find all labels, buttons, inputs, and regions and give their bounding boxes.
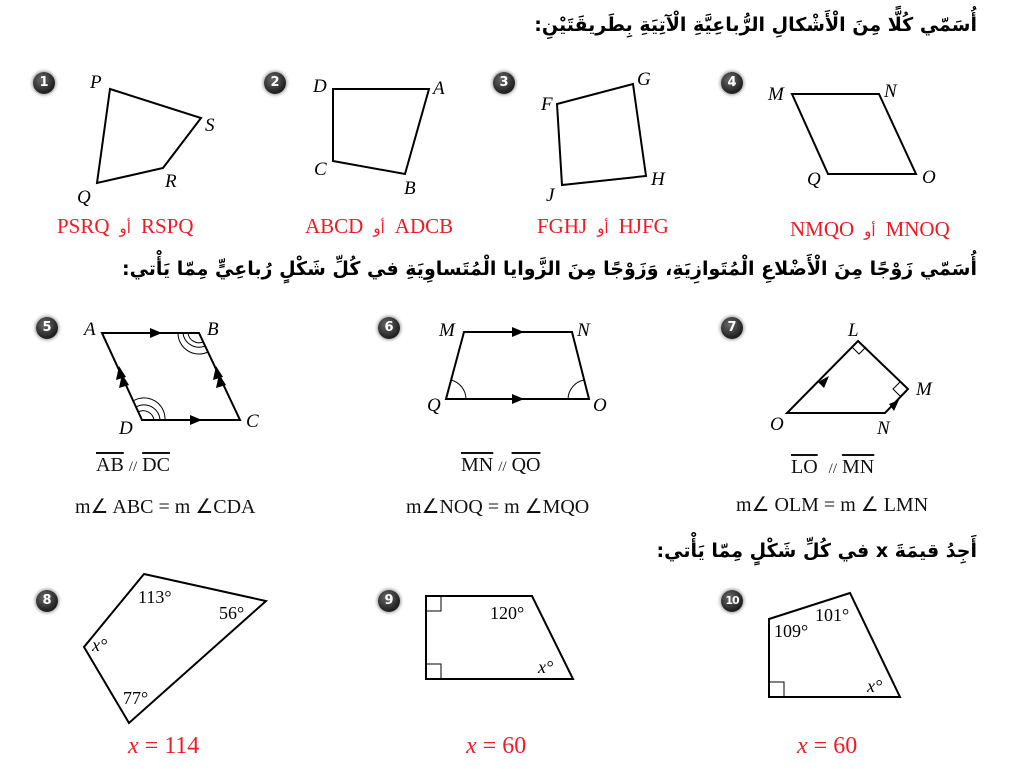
angle-label-x: x° bbox=[538, 657, 554, 677]
answer-value: = 60 bbox=[807, 733, 858, 759]
answer-3a: FGHJ bbox=[537, 214, 588, 238]
answer-1a: PSRQ bbox=[57, 214, 110, 238]
segment-mn: $\overline{MN}$ bbox=[461, 454, 494, 476]
vertex-label-n: N bbox=[877, 418, 890, 439]
answer-variable: x bbox=[128, 733, 139, 759]
angle-label-x: x° bbox=[92, 635, 108, 655]
angle-label-113: 113° bbox=[138, 587, 172, 607]
segment-lo: $\overline{LO}$ bbox=[791, 456, 818, 478]
answer-4b: MNOQ bbox=[885, 217, 950, 241]
vertex-label-n: N bbox=[884, 81, 897, 102]
problem-number-9: 9 bbox=[378, 590, 400, 612]
answer-variable: x bbox=[797, 733, 808, 759]
vertex-label-g: G bbox=[637, 69, 651, 90]
angle-label-120: 120° bbox=[490, 603, 525, 623]
angle-statement-6: m∠NOQ = m ∠MQO bbox=[406, 496, 590, 518]
vertex-label-b: B bbox=[207, 319, 219, 340]
problem-number-7: 7 bbox=[721, 317, 743, 339]
angle-label-101: 101° bbox=[815, 605, 850, 625]
angle-label-77: 77° bbox=[123, 688, 149, 708]
problem-number-4: 4 bbox=[721, 72, 743, 94]
vertex-label-d: D bbox=[313, 76, 327, 97]
vertex-label-m: M bbox=[439, 320, 455, 341]
vertex-label-q: Q bbox=[77, 187, 91, 208]
heading-find-x: أَجِدُ قيمَةَ x في كُلِّ شَكْلٍ مِمّا يَأْتي: bbox=[656, 540, 977, 562]
vertex-label-q: Q bbox=[427, 395, 441, 416]
heading-parallel-equal: أُسَمّي زَوْجًا مِنَ الْأَضْلاعِ الْمُتَوازِيَةِ، وَزَوْجًا مِنَ الزَّوايا الْمُتَساوِيَةِ في كُلِّ شَكْلٍ رُباعِيٍّ مِمّا يَأْتي: bbox=[121, 258, 977, 280]
problem-number-2: 2 bbox=[264, 72, 286, 94]
vertex-label-b: B bbox=[404, 178, 416, 199]
parallel-symbol: // bbox=[828, 461, 838, 477]
segment-qo: $\overline{QO}$ bbox=[511, 454, 541, 476]
answer-1b: RSPQ bbox=[140, 214, 194, 238]
answer-value: = 60 bbox=[476, 733, 527, 759]
segment-mn: $\overline{MN}$ bbox=[842, 456, 875, 478]
vertex-label-m: M bbox=[916, 379, 932, 400]
angle-label-109: 109° bbox=[774, 621, 809, 641]
vertex-label-a: A bbox=[433, 78, 445, 99]
angle-label-56: 56° bbox=[219, 603, 245, 623]
segment-ab: $\overline{AB}$ bbox=[96, 454, 124, 476]
or-word: أو bbox=[373, 219, 385, 237]
vertex-label-s: S bbox=[205, 115, 215, 136]
vertex-label-o: O bbox=[593, 395, 607, 416]
problem-number-3: 3 bbox=[493, 72, 515, 94]
vertex-label-l: L bbox=[848, 320, 859, 341]
segment-dc: $\overline{DC}$ bbox=[142, 454, 170, 476]
vertex-label-a: A bbox=[84, 319, 96, 340]
vertex-label-n: N bbox=[577, 320, 590, 341]
or-word: أو bbox=[597, 219, 609, 237]
vertex-label-f: F bbox=[541, 94, 553, 115]
vertex-label-h: H bbox=[651, 169, 665, 190]
answer-2a: ABCD bbox=[305, 214, 364, 238]
problem-number-8: 8 bbox=[36, 590, 58, 612]
problem-number-1: 1 bbox=[33, 72, 55, 94]
or-word: أو bbox=[864, 222, 876, 240]
problem-number-5: 5 bbox=[36, 317, 58, 339]
answer-variable: x bbox=[466, 733, 477, 759]
vertex-label-c: C bbox=[314, 159, 327, 180]
vertex-label-r: R bbox=[165, 171, 177, 192]
vertex-label-p: P bbox=[90, 72, 102, 93]
problem-number-6: 6 bbox=[378, 317, 400, 339]
vertex-label-m: M bbox=[768, 84, 784, 105]
vertex-label-o: O bbox=[922, 167, 936, 188]
angle-statement-5: m∠ ABC = m ∠CDA bbox=[75, 496, 256, 518]
answer-value: = 114 bbox=[138, 733, 200, 759]
parallel-symbol: // bbox=[498, 459, 507, 475]
or-word: أو bbox=[119, 219, 131, 237]
heading-name-quadrilaterals: أُسَمّي كُلًّا مِنَ الْأَشْكالِ الرُّباعِيَّةِ الْآتِيَةِ بِطَريقَتَيْنِ: bbox=[534, 14, 977, 36]
vertex-label-c: C bbox=[246, 411, 259, 432]
answer-3b: HJFG bbox=[618, 214, 669, 238]
answer-4a: NMQO bbox=[790, 217, 855, 241]
answer-10 bbox=[797, 733, 857, 760]
problem-number-10: 10 bbox=[721, 590, 743, 612]
vertex-label-d: D bbox=[119, 418, 133, 439]
vertex-label-j: J bbox=[546, 185, 555, 206]
angle-label-x: x° bbox=[867, 676, 883, 696]
parallel-symbol: // bbox=[128, 459, 138, 475]
vertex-label-o: O bbox=[770, 414, 784, 435]
angle-statement-7: m∠ OLM = m ∠ LMN bbox=[736, 494, 929, 516]
vertex-label-q: Q bbox=[807, 169, 821, 190]
answer-2b: ADCB bbox=[394, 214, 454, 238]
